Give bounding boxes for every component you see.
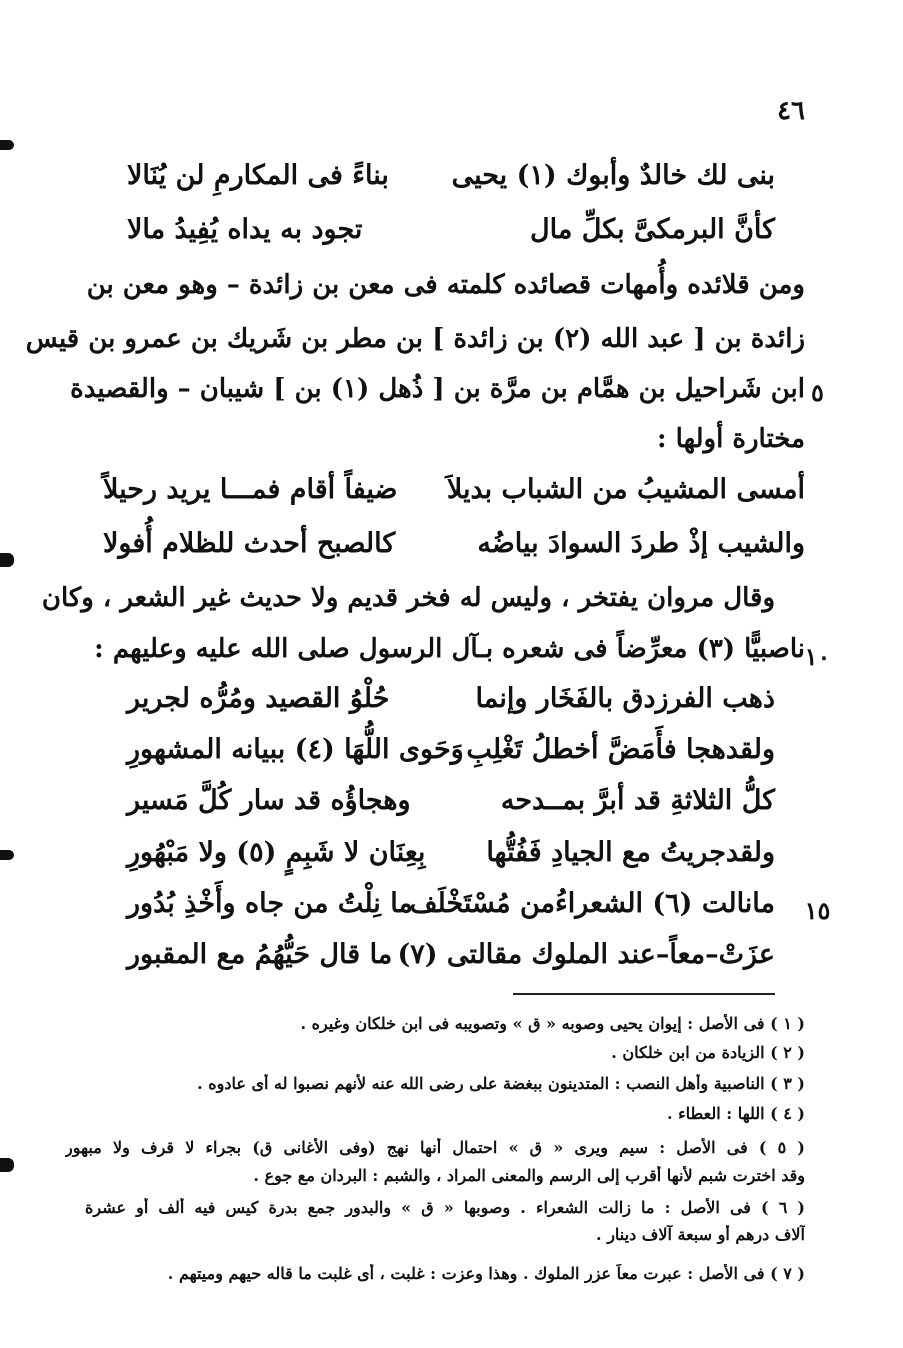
verse-second-hemistich: حُلْوُ القصيد ومُرُّه لجرير [127, 683, 390, 714]
prose-line: ومن قلائده وأُمهات قصائده كلمته فى معن بن زائدة – وهو معن بن [86, 270, 805, 300]
footnote: ( ٢ ) الزيادة من ابن خلكان . [611, 1043, 805, 1062]
verse-first-hemistich: أمسى المشيبُ من الشباب بديلاَ [446, 474, 805, 505]
footnote-continuation: وقد اخترت شبم لأنها أقرب إلى الرسم والمعنى المراد ، والشبم : البردان مع جوع . [253, 1166, 805, 1185]
footnote: ( ٦ ) فى الأصل : ما زالت الشعراء . وصوبها « ق » والبدور جمع بدرة كيس فيه ألف أو عشرة [85, 1198, 805, 1217]
footnote: ( ٤ ) اللها : العطاء . [666, 1104, 805, 1123]
verse-line [127, 160, 775, 200]
footnote: ( ١ ) فى الأصل : إيوان يحيى وصوبه « ق » وتصويبه فى ابن خلكان وغيره . [300, 1014, 805, 1033]
scan-edge-mark [0, 850, 14, 860]
verse-line [127, 837, 775, 877]
verse-line [127, 214, 775, 254]
verse-line [127, 939, 775, 979]
line-number-15: ١٥ [804, 896, 831, 925]
footnote: ( ٥ ) فى الأصل : سيم ويرى « ق » احتمال أنها نهج (وفى الأغانى ق) بجراء لا قرف ولا مبهور [65, 1138, 805, 1157]
footnote: ( ٧ ) فى الأصل : عبرت معاً عزر الملوك . وهذا وعزت : غلبت ، أى غلبت ما قاله حيهم وميتهم . [167, 1264, 805, 1283]
prose-line: ناصبيًّا (٣) معرِّضاً فى شعره بـآل الرسول صلى الله عليه وعليهم : [94, 634, 805, 664]
footnote-separator [513, 993, 775, 995]
verse-second-hemistich: ما قال حَيُّهُمُ مع المقبور [127, 939, 393, 970]
verse-first-hemistich: مانالت (٦) الشعراءُمن مُسْتَخْلَف [409, 888, 775, 919]
verse-second-hemistich: وَحَوى اللُّهَا (٤) ببيانه المشهورِ [127, 734, 464, 765]
prose-line: ابن شَراحيل بن همَّام بن مرَّة بن [ ذُهل (١) بن ] شيبان – والقصيدة [70, 374, 805, 404]
page-number: ٤٦ [777, 96, 805, 126]
verse-first-hemistich: كأنَّ البرمكىَّ بكلِّ مال [530, 214, 775, 245]
verse-first-hemistich: كلُّ الثلاثةِ قد أبرَّ بمــدحه [500, 785, 775, 816]
verse-first-hemistich: عزَتْ–معاً–عند الملوك مقالتى (٧) [397, 939, 775, 970]
verse-line [103, 528, 805, 568]
verse-line [127, 734, 775, 774]
verse-second-hemistich: كالصبح أحدث للظلام أُفولا [103, 528, 396, 559]
verse-line [127, 683, 775, 723]
verse-second-hemistich: بِعِنَان لا شَبِمٍ (٥) ولا مَبْهُورِ [127, 837, 426, 868]
line-number-10: ١٠ [804, 642, 831, 671]
verse-line [127, 888, 775, 928]
verse-second-hemistich: ما نِلْتُ من جاه وأَخْذِ بُدُور [127, 888, 413, 919]
footnote: ( ٣ ) الناصبية وأهل النصب : المتدينون ببغضة على رضى الله عنه لأنهم نصبوا له أى عادوه . [197, 1074, 805, 1093]
verse-line [127, 785, 775, 825]
verse-second-hemistich: ضيفاً أقام فمـــا يريد رحيلاً [103, 474, 398, 505]
verse-first-hemistich: بنى لك خالدٌ وأبوك (١) يحيى [451, 160, 775, 191]
line-number-5: ٥ [811, 378, 824, 407]
verse-second-hemistich: وهجاؤُه قد سار كُلَّ مَسير [127, 785, 411, 816]
prose-line: زائدة بن [ عبد الله (٢) بن زائدة ] بن مطر بن شَريك بن عمرو بن قيس [25, 324, 805, 354]
verse-line [103, 474, 805, 514]
verse-first-hemistich: والشيب إذْ طردَ السوادَ بياضُه [477, 528, 805, 559]
prose-line: مختارة أولها : [657, 424, 805, 454]
scan-edge-mark [0, 140, 14, 150]
verse-second-hemistich: بناءً فى المكارمِ لن يُنَالا [127, 160, 389, 191]
verse-first-hemistich: ولقدهجا فأَمَضَّ أخطلُ تَغْلِبِ [466, 734, 775, 765]
scan-edge-mark [0, 553, 14, 567]
verse-first-hemistich: ولقدجريتُ مع الجيادِ فَفُتُّها [486, 837, 775, 868]
footnote-continuation: آلاف درهم أو سبعة آلاف دينار . [596, 1225, 805, 1244]
scan-edge-mark [0, 1158, 14, 1172]
verse-first-hemistich: ذهب الفرزدق بالفَخَار وإنما [475, 683, 775, 714]
verse-second-hemistich: تجود به يداه يُفِيدُ مالا [127, 214, 363, 245]
prose-line: وقال مروان يفتخر ، وليس له فخر قديم ولا حديث غير الشعر ، وكان [41, 583, 775, 613]
